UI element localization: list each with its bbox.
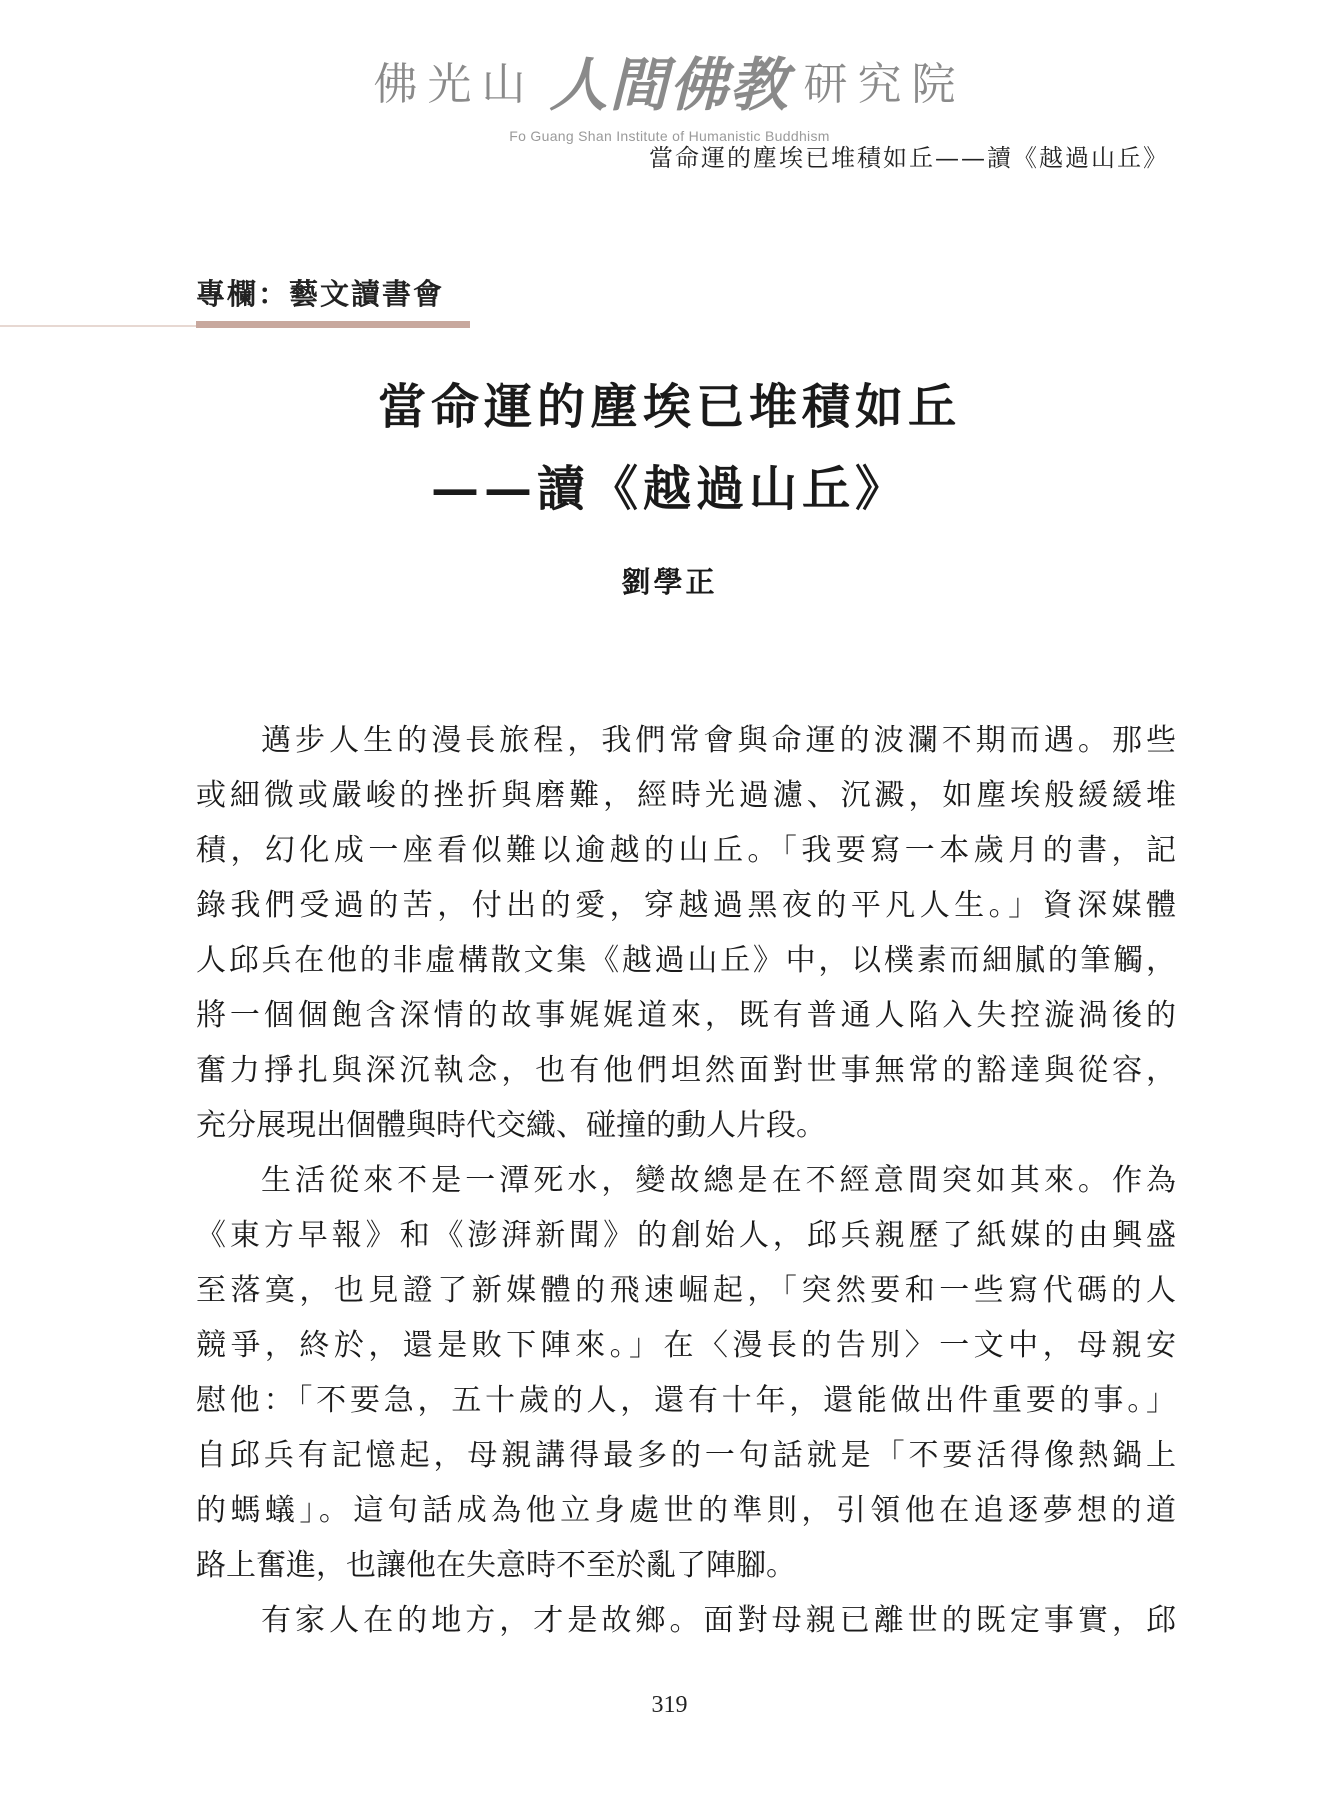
page-number: 319 (651, 1692, 688, 1718)
text-line: 奮力掙扎與深沉執念，也有他們坦然面對世事無常的豁達與從容， (196, 1053, 1176, 1088)
text-line: 至落寞，也見證了新媒體的飛速崛起，「突然要和一些寫代碼的人 (196, 1273, 1176, 1308)
paragraph-2 (196, 1153, 1176, 1593)
text-line: 或細微或嚴峻的挫折與磨難，經時光過濾、沉澱，如塵埃般緩緩堆 (196, 778, 1176, 813)
column-label: 專欄：藝文讀書會 (196, 277, 445, 311)
paragraph-3 (196, 1593, 1176, 1648)
institute-logo (373, 38, 965, 122)
text-line: 慰他：「不要急，五十歲的人，還有十年，還能做出件重要的事。」 (196, 1383, 1176, 1418)
text-line: 邁步人生的漫長旅程，我們常會與命運的波瀾不期而遇。那些 (261, 723, 1176, 758)
text-line: 路上奮進，也讓他在失意時不至於亂了陣腳。 (196, 1548, 796, 1583)
title-line-2: ——讀《越過山丘》 (430, 461, 908, 517)
text-line: 積，幻化成一座看似難以逾越的山丘。「我要寫一本歲月的書，記 (196, 833, 1176, 868)
text-line: 人邱兵在他的非虛構散文集《越過山丘》中，以樸素而細膩的筆觸， (196, 943, 1176, 978)
text-line: 《東方早報》和《澎湃新聞》的創始人，邱兵親歷了紙媒的由興盛 (196, 1218, 1176, 1253)
column-rule-thick (196, 321, 470, 328)
article-body (196, 713, 1176, 1648)
text-line: 充分展現出個體與時代交織、碰撞的動人片段。 (196, 1108, 826, 1143)
paragraph-1 (196, 713, 1176, 1153)
text-line: 有家人在的地方，才是故鄉。面對母親已離世的既定事實，邱 (261, 1603, 1176, 1638)
masthead-english: Fo Guang Shan Institute of Humanistic Buddhism (509, 128, 830, 144)
text-line: 的螞蟻」。這句話成為他立身處世的準則，引領他在追逐夢想的道 (196, 1493, 1176, 1528)
masthead-right: 研究院 (803, 59, 966, 110)
text-line: 錄我們受過的苦，付出的愛，穿越過黑夜的平凡人生。」資深媒體 (196, 888, 1176, 923)
title-line-1: 當命運的塵埃已堆積如丘 (377, 379, 961, 435)
running-head: 當命運的塵埃已堆積如丘——讀《越過山丘》 (649, 144, 1169, 172)
text-line: 生活從來不是一潭死水，變故總是在不經意間突如其來。作為 (261, 1163, 1176, 1198)
text-line: 將一個個飽含深情的故事娓娓道來，既有普通人陷入失控漩渦後的 (196, 998, 1176, 1033)
author-name: 劉學正 (621, 565, 718, 599)
text-line: 競爭，終於，還是敗下陣來。」在〈漫長的告別〉一文中，母親安 (196, 1328, 1176, 1363)
text-line: 自邱兵有記憶起，母親講得最多的一句話就是「不要活得像熱鍋上 (196, 1438, 1176, 1473)
masthead-left: 佛光山 (373, 59, 536, 110)
masthead-calligraphy: 人間佛教 (549, 51, 790, 119)
